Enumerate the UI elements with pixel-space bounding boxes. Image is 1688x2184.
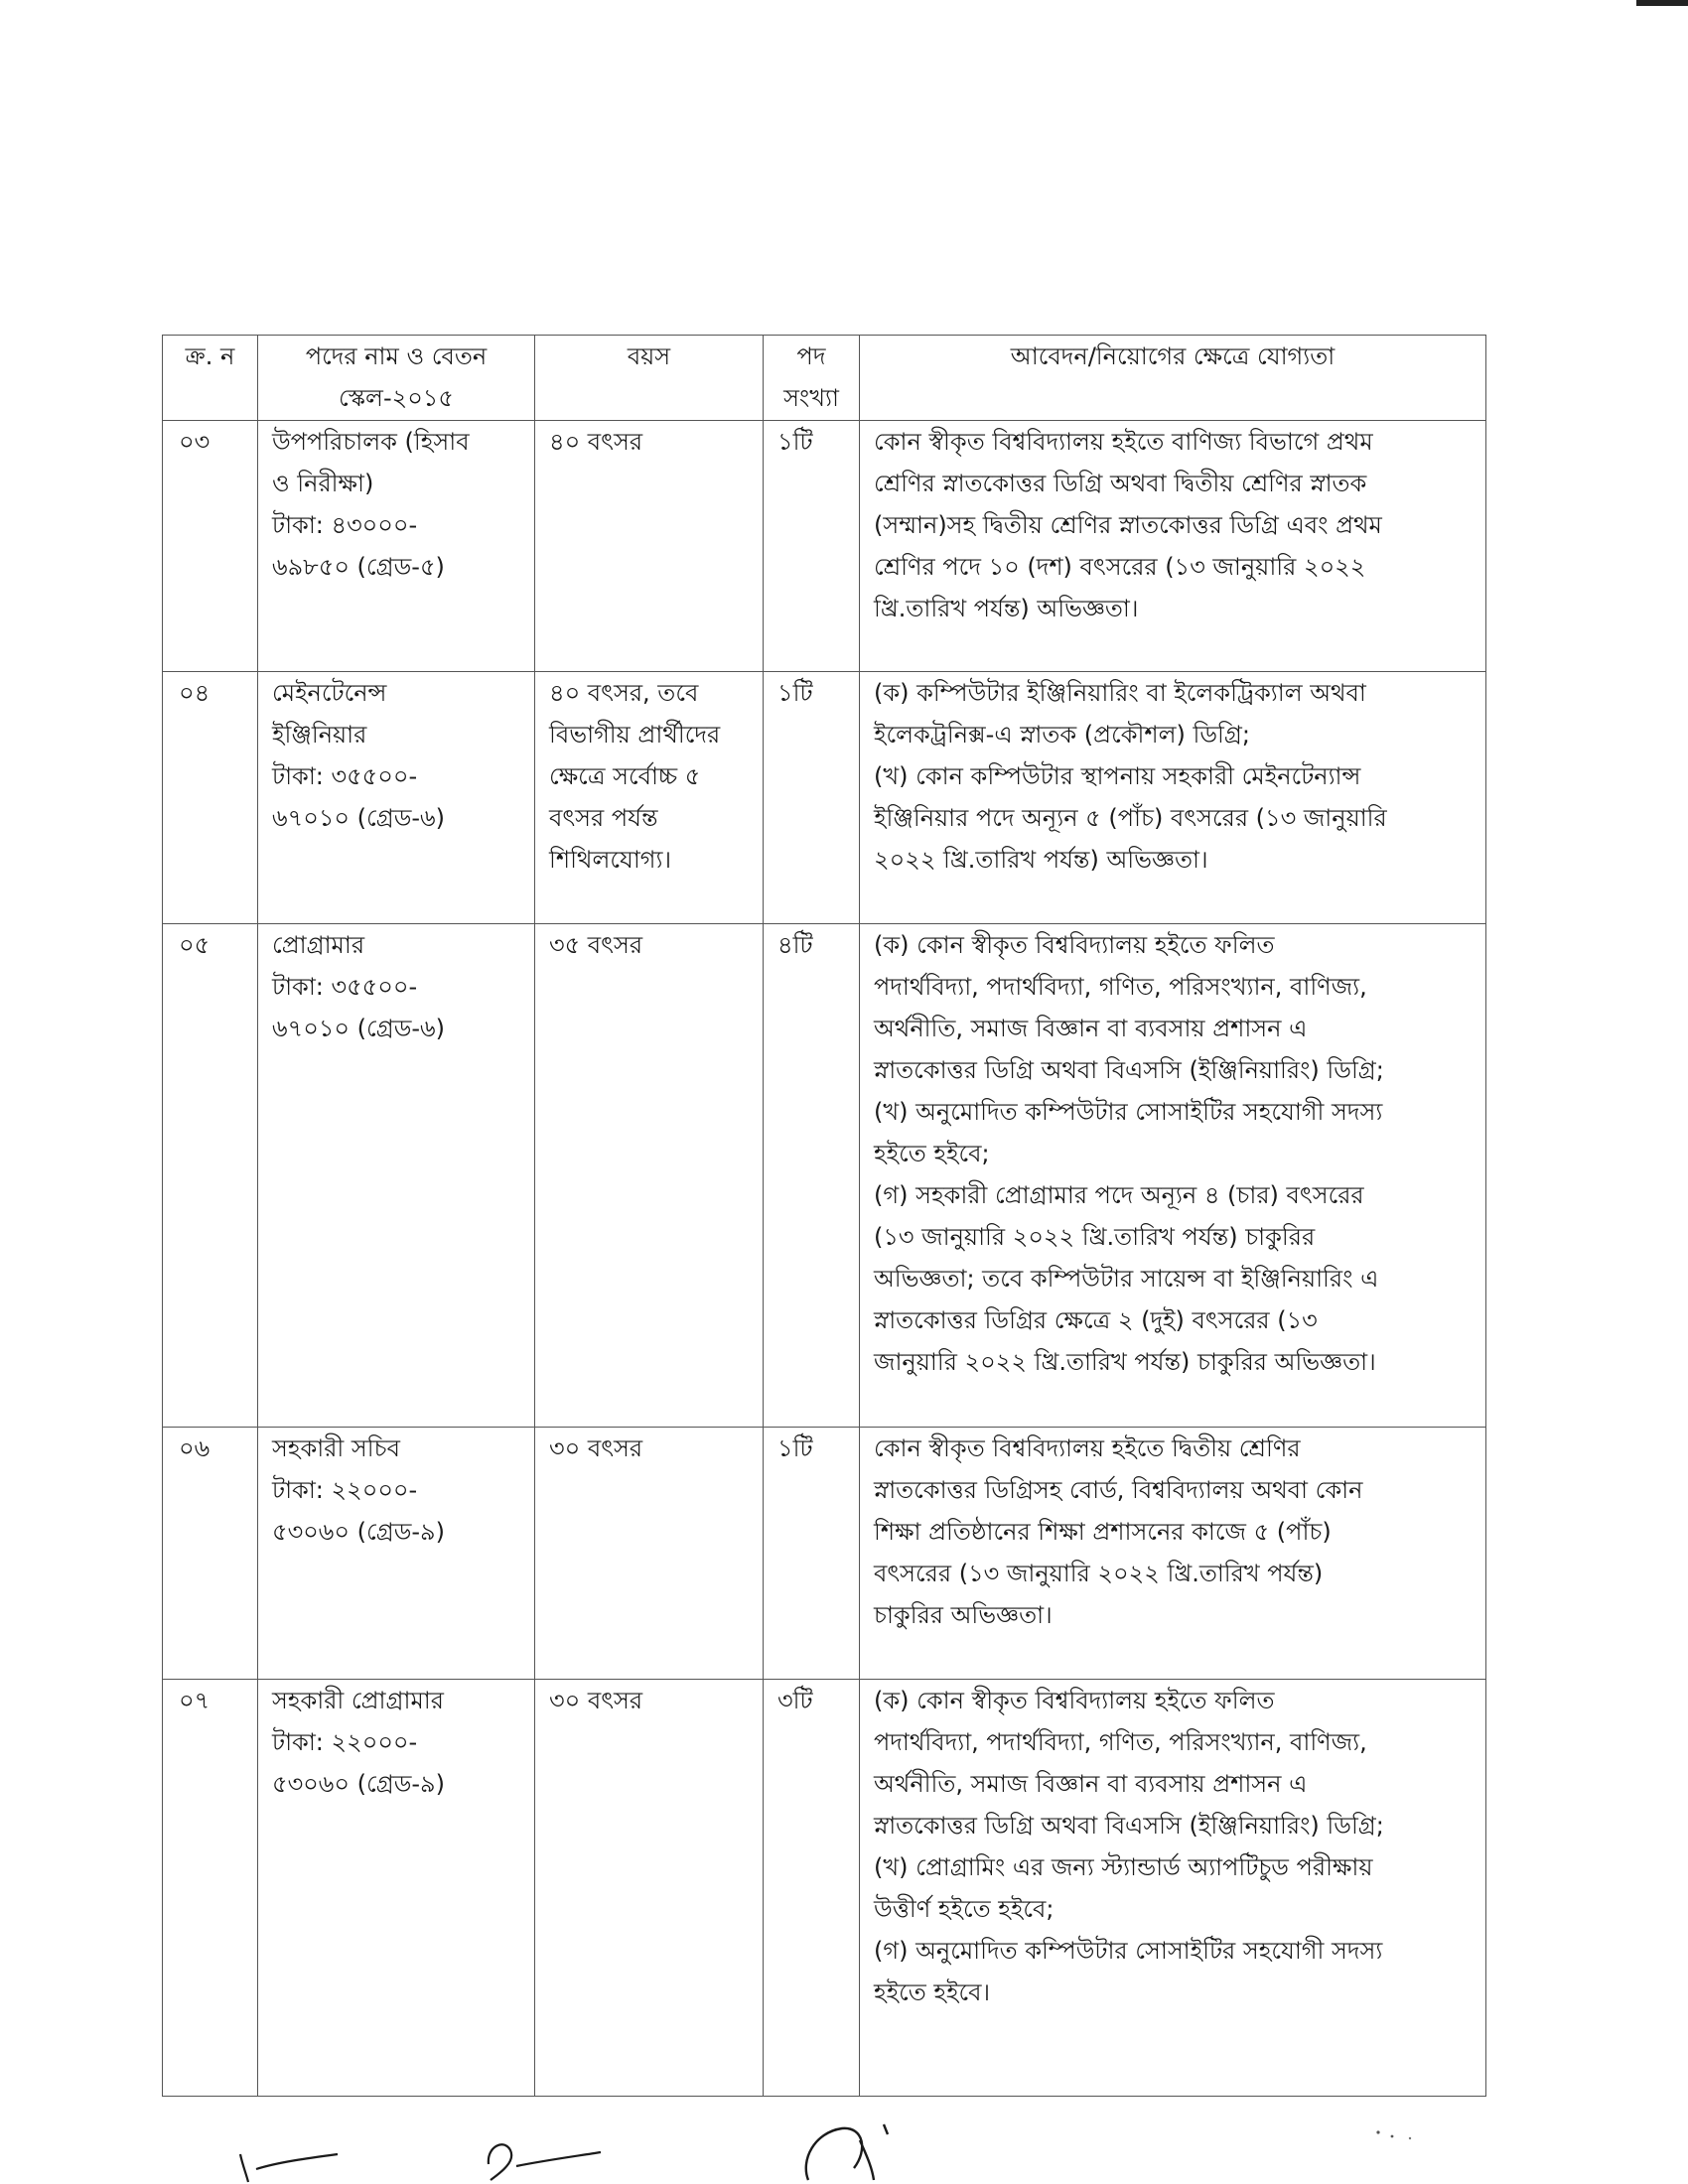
- cell-post-name: [258, 1680, 535, 2097]
- post-line: মেইনটেনেন্স: [272, 679, 387, 707]
- qualification-line: পদার্থবিদ্যা, পদার্থবিদ্যা, গণিত, পরিসংখ্যান, বাণিজ্য,: [874, 1728, 1367, 1756]
- cell-post-count: ১টি: [764, 1428, 860, 1680]
- post-line: ও নিরীক্ষা): [272, 470, 374, 497]
- age-line: ৩৫ বৎসর: [549, 931, 643, 959]
- post-line: উপপরিচালক (হিসাব: [272, 428, 470, 456]
- signature-mark-right: [794, 2111, 923, 2184]
- cell-age: [535, 924, 764, 1428]
- header-qualification: আবেদন/নিয়োগের ক্ষেত্রে যোগ্যতা: [860, 336, 1486, 421]
- age-line: বিভাগীয় প্রার্থীদের: [549, 721, 721, 749]
- cell-age: [535, 1428, 764, 1680]
- qualification-line: (গ) অনুমোদিত কম্পিউটার সোসাইটির সহযোগী সদস্য: [874, 1937, 1383, 1965]
- qualification-line: (গ) সহকারী প্রোগ্রামার পদে অন্যূন ৪ (চার) বৎসরের: [874, 1181, 1364, 1209]
- cell-post-name: [258, 672, 535, 924]
- cell-qualification: [860, 924, 1486, 1428]
- qualification-line: ইলেকট্রনিক্স-এ স্নাতক (প্রকৌশল) ডিগ্রি;: [874, 721, 1250, 749]
- cell-serial: ০৭: [163, 1680, 258, 2097]
- cell-post-name: [258, 421, 535, 672]
- qualification-line: বৎসরের (১৩ জানুয়ারি ২০২২ খ্রি.তারিখ পর্যন্ত): [874, 1560, 1324, 1587]
- cell-post-name: [258, 924, 535, 1428]
- cell-post-count: ১টি: [764, 421, 860, 672]
- signature-area: [0, 2124, 1688, 2184]
- cell-qualification: [860, 1680, 1486, 2097]
- cell-serial: ০৪: [163, 672, 258, 924]
- age-line: ৪০ বৎসর, তবে: [549, 679, 699, 707]
- qualification-line: পদার্থবিদ্যা, পদার্থবিদ্যা, গণিত, পরিসংখ্যান, বাণিজ্য,: [874, 973, 1367, 1001]
- post-line: টাকা: ২২০০০-: [272, 1728, 418, 1756]
- header-post-name-pay-scale: [258, 336, 535, 421]
- header-post-line: পদের নাম ও বেতন: [305, 342, 488, 370]
- qualification-line: (১৩ জানুয়ারি ২০২২ খ্রি.তারিখ পর্যন্ত) চাকুরির: [874, 1223, 1316, 1251]
- qualification-line: ২০২২ খ্রি.তারিখ পর্যন্ত) অভিজ্ঞতা।: [874, 846, 1208, 874]
- qualification-line: শিক্ষা প্রতিষ্ঠানের শিক্ষা প্রশাসনের কাজে ৫ (পাঁচ): [874, 1518, 1332, 1546]
- table-row: [163, 1680, 1486, 2097]
- qualification-line: কোন স্বীকৃত বিশ্ববিদ্যালয় হইতে দ্বিতীয় শ্রেণির: [874, 1434, 1301, 1462]
- cell-post-count: ৪টি: [764, 924, 860, 1428]
- scan-specks: [1370, 2124, 1430, 2144]
- cell-age: [535, 1680, 764, 2097]
- post-line: টাকা: ৩৫৫০০-: [272, 973, 418, 1001]
- page-corner-mark: [1636, 0, 1688, 6]
- age-line: ৪০ বৎসর: [549, 428, 643, 456]
- age-line: ক্ষেত্রে সর্বোচ্চ ৫: [549, 762, 701, 790]
- qualification-line: কোন স্বীকৃত বিশ্ববিদ্যালয় হইতে বাণিজ্য বিভাগে প্রথম: [874, 428, 1373, 456]
- table-row: [163, 1428, 1486, 1680]
- recruitment-table: [162, 335, 1486, 2097]
- post-line: সহকারী সচিব: [272, 1434, 400, 1462]
- qualification-line: উত্তীর্ণ হইতে হইবে;: [874, 1895, 1055, 1923]
- post-line: সহকারী প্রোগ্রামার: [272, 1687, 444, 1714]
- post-line: টাকা: ৪৩০০০-: [272, 511, 418, 539]
- cell-serial: ০৬: [163, 1428, 258, 1680]
- post-line: ৬৯৮৫০ (গ্রেড-৫): [272, 553, 445, 581]
- table-row: [163, 924, 1486, 1428]
- cell-serial: ০৫: [163, 924, 258, 1428]
- cell-qualification: [860, 1428, 1486, 1680]
- qualification-line: হইতে হইবে;: [874, 1140, 990, 1167]
- cell-post-name: [258, 1428, 535, 1680]
- cell-age: [535, 421, 764, 672]
- cell-serial: ০৩: [163, 421, 258, 672]
- post-line: প্রোগ্রামার: [272, 931, 365, 959]
- qualification-line: অর্থনীতি, সমাজ বিজ্ঞান বা ব্যবসায় প্রশাসন এ: [874, 1770, 1308, 1798]
- age-line: শিথিলযোগ্য।: [549, 846, 672, 874]
- cell-post-count: ১টি: [764, 672, 860, 924]
- cell-age: [535, 672, 764, 924]
- post-line: ৫৩০৬০ (গ্রেড-৯): [272, 1770, 445, 1798]
- cell-qualification: [860, 672, 1486, 924]
- header-count-line: সংখ্যা: [783, 384, 839, 412]
- qualification-line: (খ) অনুমোদিত কম্পিউটার সোসাইটির সহযোগী সদস্য: [874, 1098, 1383, 1126]
- qualification-line: চাকুরির অভিজ্ঞতা।: [874, 1601, 1053, 1629]
- post-line: টাকা: ৩৫৫০০-: [272, 762, 418, 790]
- header-post-line: স্কেল-২০১৫: [339, 384, 454, 412]
- post-line: ইঞ্জিনিয়ার: [272, 721, 367, 749]
- qualification-line: জানুয়ারি ২০২২ খ্রি.তারিখ পর্যন্ত) চাকুরির অভিজ্ঞতা।: [874, 1348, 1376, 1376]
- qualification-line: স্নাতকোত্তর ডিগ্রিসহ বোর্ড, বিশ্ববিদ্যালয় অথবা কোন: [874, 1476, 1363, 1504]
- qualification-line: শ্রেণির পদে ১০ (দশ) বৎসরের (১৩ জানুয়ারি ২০২২: [874, 553, 1366, 581]
- qualification-line: (খ) প্রোগ্রামিং এর জন্য স্ট্যান্ডার্ড অ্যাপটিচুড পরীক্ষায়: [874, 1853, 1373, 1881]
- qualification-line: স্নাতকোত্তর ডিগ্রি অথবা বিএসসি (ইঞ্জিনিয়ারিং) ডিগ্রি;: [874, 1812, 1384, 1840]
- qualification-line: (সম্মান)সহ দ্বিতীয় শ্রেণির স্নাতকোত্তর ডিগ্রি এবং প্রথম: [874, 511, 1382, 539]
- qualification-line: হইতে হইবে।: [874, 1979, 991, 2006]
- qualification-line: অভিজ্ঞতা; তবে কম্পিউটার সায়েন্স বা ইঞ্জিনিয়ারিং এ: [874, 1265, 1379, 1293]
- header-post-count: [764, 336, 860, 421]
- post-line: ৬৭০১০ (গ্রেড-৬): [272, 1015, 445, 1042]
- table-row: [163, 672, 1486, 924]
- age-line: বৎসর পর্যন্ত: [549, 804, 658, 832]
- qualification-line: (ক) কোন স্বীকৃত বিশ্ববিদ্যালয় হইতে ফলিত: [874, 931, 1275, 959]
- header-serial: ক্র. ন: [163, 336, 258, 421]
- table-row: [163, 421, 1486, 672]
- cell-qualification: [860, 421, 1486, 672]
- cell-post-count: ৩টি: [764, 1680, 860, 2097]
- qualification-line: (ক) কোন স্বীকৃত বিশ্ববিদ্যালয় হইতে ফলিত: [874, 1687, 1275, 1714]
- signature-mark-left: [228, 2124, 348, 2184]
- age-line: ৩০ বৎসর: [549, 1434, 643, 1462]
- header-age: বয়স: [535, 336, 764, 421]
- qualification-line: খ্রি.তারিখ পর্যন্ত) অভিজ্ঞতা।: [874, 595, 1139, 622]
- age-line: ৩০ বৎসর: [549, 1687, 643, 1714]
- qualification-line: ইঞ্জিনিয়ার পদে অন্যূন ৫ (পাঁচ) বৎসরের (১৩ জানুয়ারি: [874, 804, 1387, 832]
- table-header-row: [163, 336, 1486, 421]
- qualification-line: অর্থনীতি, সমাজ বিজ্ঞান বা ব্যবসায় প্রশাসন এ: [874, 1015, 1308, 1042]
- qualification-line: শ্রেণির স্নাতকোত্তর ডিগ্রি অথবা দ্বিতীয় শ্রেণির স্নাতক: [874, 470, 1367, 497]
- post-line: ৬৭০১০ (গ্রেড-৬): [272, 804, 445, 832]
- qualification-line: (খ) কোন কম্পিউটার স্থাপনায় সহকারী মেইনটেন্যান্স: [874, 762, 1361, 790]
- qualification-line: (ক) কম্পিউটার ইঞ্জিনিয়ারিং বা ইলেকট্রিক্যাল অথবা: [874, 679, 1366, 707]
- qualification-line: স্নাতকোত্তর ডিগ্রির ক্ষেত্রে ২ (দুই) বৎসরের (১৩: [874, 1306, 1318, 1334]
- signature-mark-middle: [477, 2124, 606, 2184]
- post-line: ৫৩০৬০ (গ্রেড-৯): [272, 1518, 445, 1546]
- post-line: টাকা: ২২০০০-: [272, 1476, 418, 1504]
- qualification-line: স্নাতকোত্তর ডিগ্রি অথবা বিএসসি (ইঞ্জিনিয়ারিং) ডিগ্রি;: [874, 1056, 1384, 1084]
- header-count-line: পদ: [796, 342, 826, 370]
